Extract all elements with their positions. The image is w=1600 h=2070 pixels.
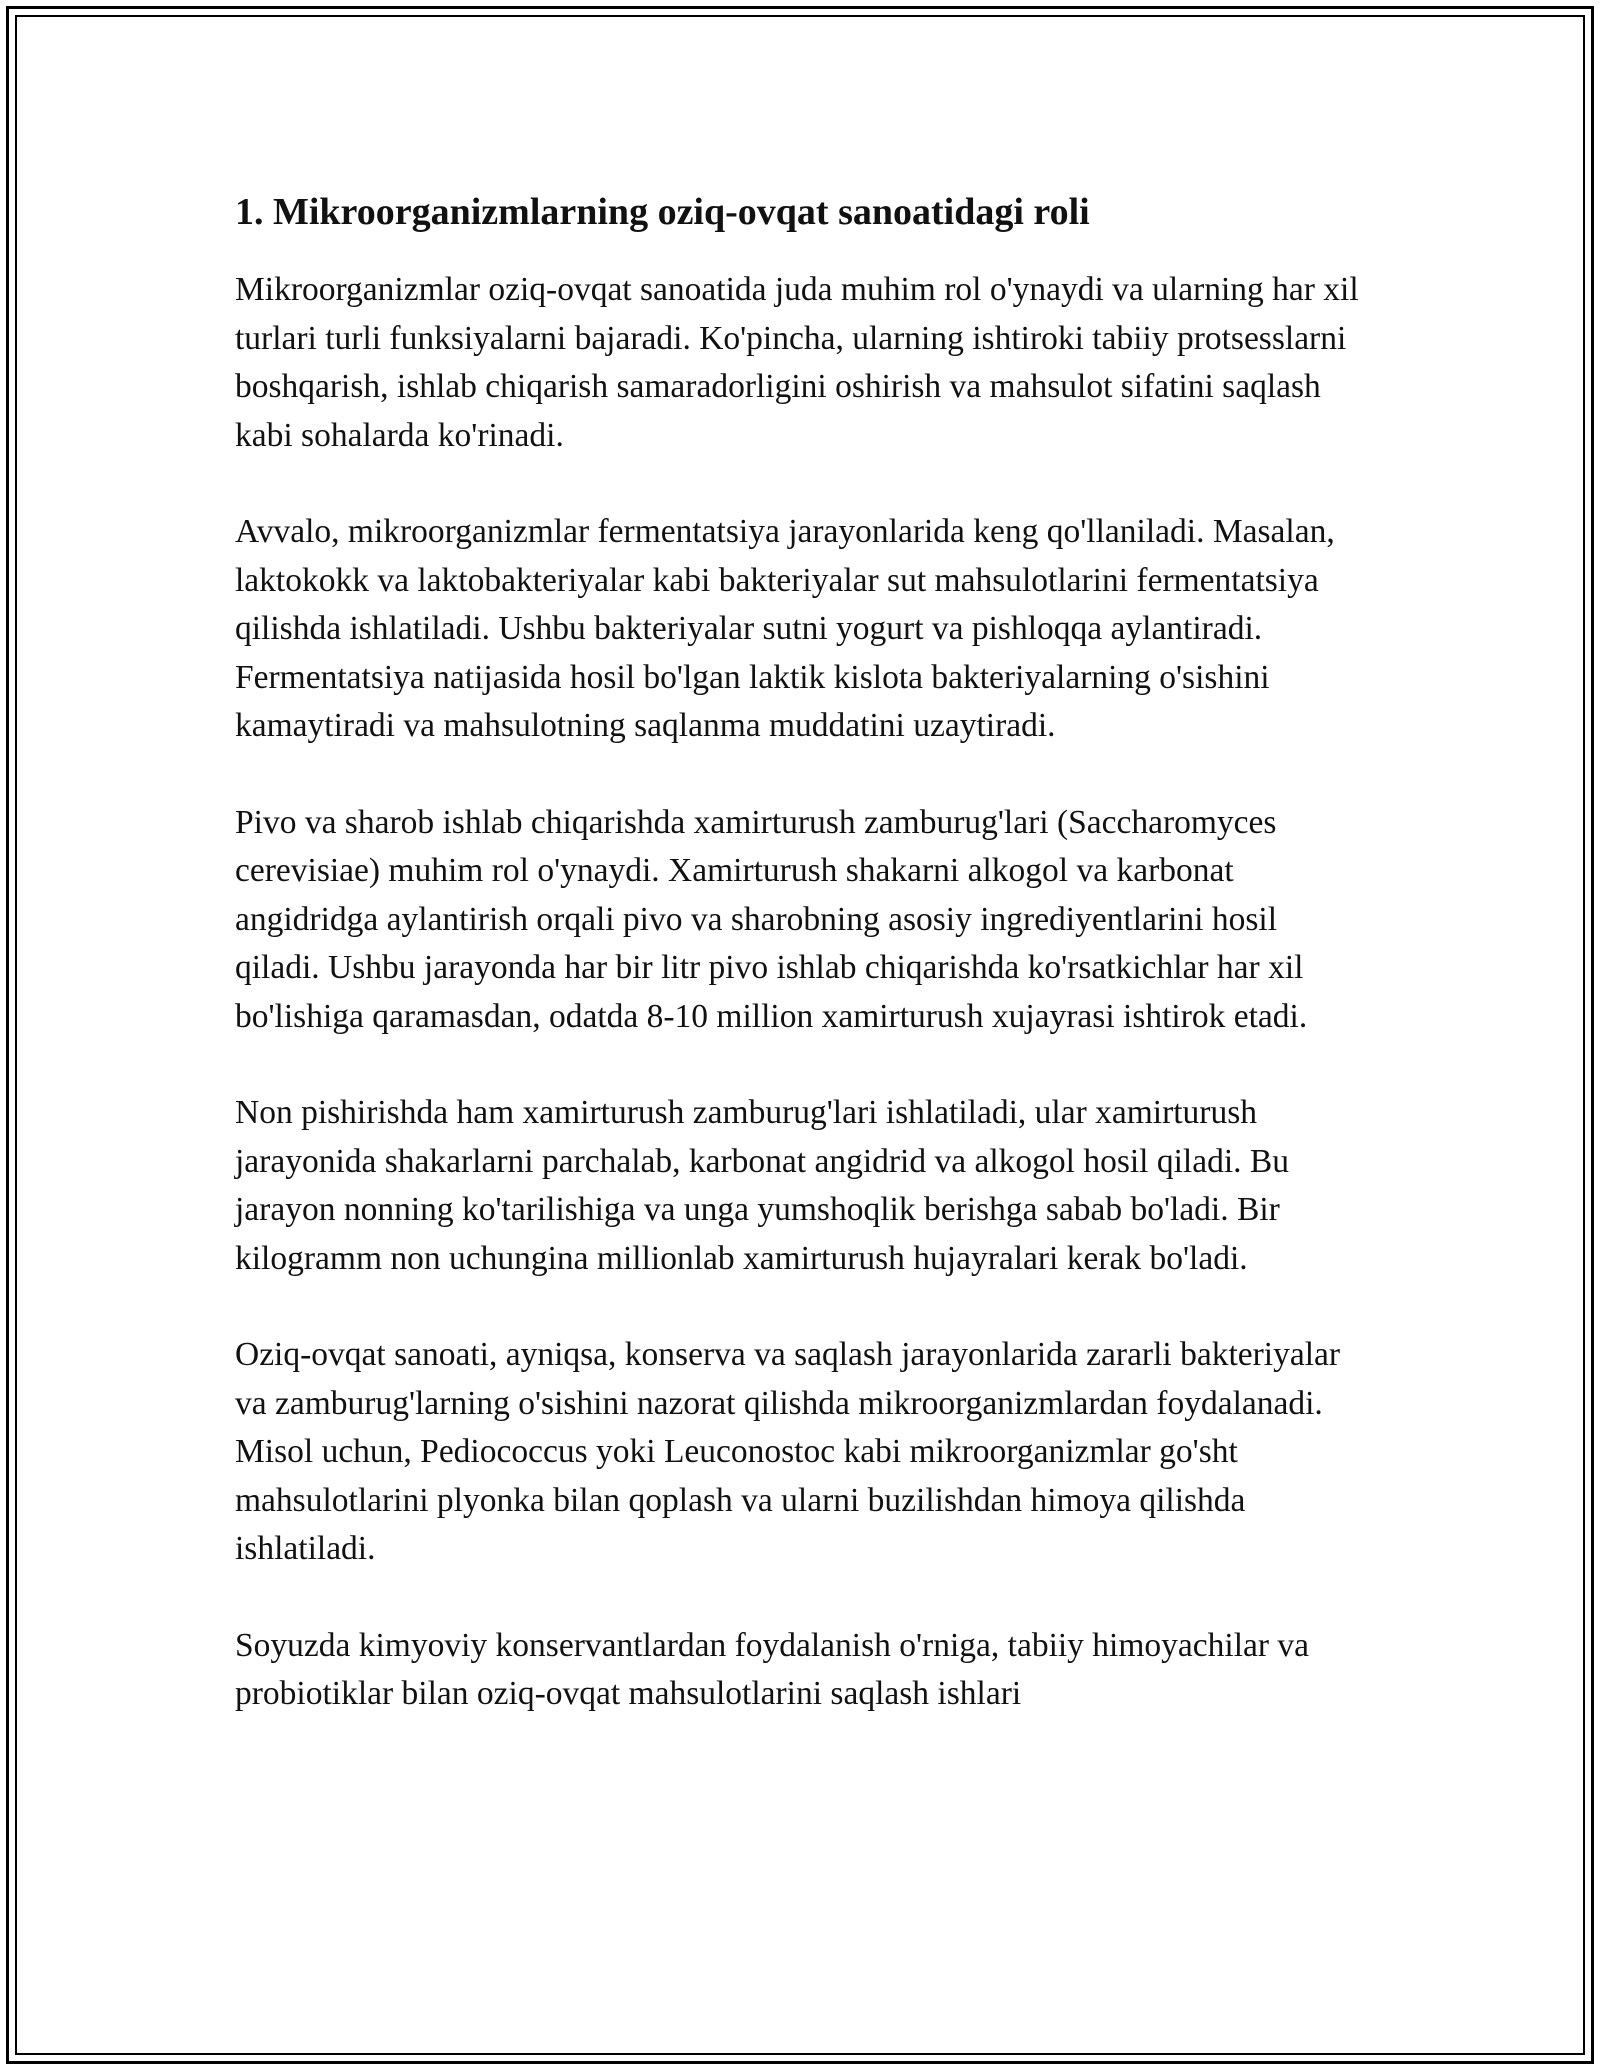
- paragraph-1: Mikroorganizmlar oziq-ovqat sanoatida juda muhim rol o'ynaydi va ularning har xil turlari turli funksiyalarni bajaradi. Ko'pincha, ularning ishtiroki tabiiy protsesslarni boshqarish, ishlab chiqarish samaradorligini oshirish va mahsulot sifatini saqlash kabi sohalarda ko'rinadi.: [235, 271, 1359, 454]
- paragraph-3: Pivo va sharob ishlab chiqarishda xamirturush zamburug'lari (Saccharomyces cerevisiae) muhim rol o'ynaydi. Xamirturush shakarni alkogol va karbonat angidridga aylantirish orqali pivo va sharobning asosiy ingrediyentlarini hosil qiladi. Ushbu jarayonda har bir litr pivo ishlab chiqarishda ko'rsatkichlar har xil bo'lishiga qaramasdan, odatda 8-10 million xamirturush xujayrasi ishtirok etadi.: [235, 803, 1308, 1035]
- paragraph-5: Oziq-ovqat sanoati, ayniqsa, konserva va saqlash jarayonlarida zararli bakteriyalar va zamburug'larning o'sishini nazorat qilishda mikroorganizmlardan foydalanadi. Misol uchun, Pediococcus yoki Leuconostoc kabi mikroorganizmlar go'sht mahsulotlarini plyonka bilan qoplash va ularni buzilishdan himoya qilishda ishlatiladi.: [235, 1336, 1341, 1567]
- document-title: 1. Mikroorganizmlarning oziq-ovqat sanoatidagi roli: [235, 191, 1090, 233]
- document-body: [235, 186, 1365, 1719]
- paragraph-2: Avvalo, mikroorganizmlar fermentatsiya jarayonlarida keng qo'llaniladi. Masalan, laktokokk va laktobakteriyalar kabi bakteriyalar sut mahsulotlarini fermentatsiya qilishda ishlatiladi. Ushbu bakteriyalar sutni yogurt va pishloqqa aylantiradi. Fermentatsiya natijasida hosil bo'lgan laktik kislota bakteriyalarning o'sishini kamaytiradi va mahsulotning saqlanma muddatini uzaytiradi.: [235, 513, 1335, 744]
- paragraph-6: Soyuzda kimyoviy konservantlardan foydalanish o'rniga, tabiiy himoyachilar va probiotiklar bilan oziq-ovqat mahsulotlarini saqlash ishlari: [235, 1626, 1310, 1712]
- paragraph-4: Non pishirishda ham xamirturush zamburug'lari ishlatiladi, ular xamirturush jarayonida shakarlarni parchalab, karbonat angidrid va alkogol hosil qiladi. Bu jarayon nonning ko'tarilishiga va unga yumshoqlik berishga sabab bo'ladi. Bir kilogramm non uchungina millionlab xamirturush hujayralari kerak bo'ladi.: [235, 1094, 1289, 1277]
